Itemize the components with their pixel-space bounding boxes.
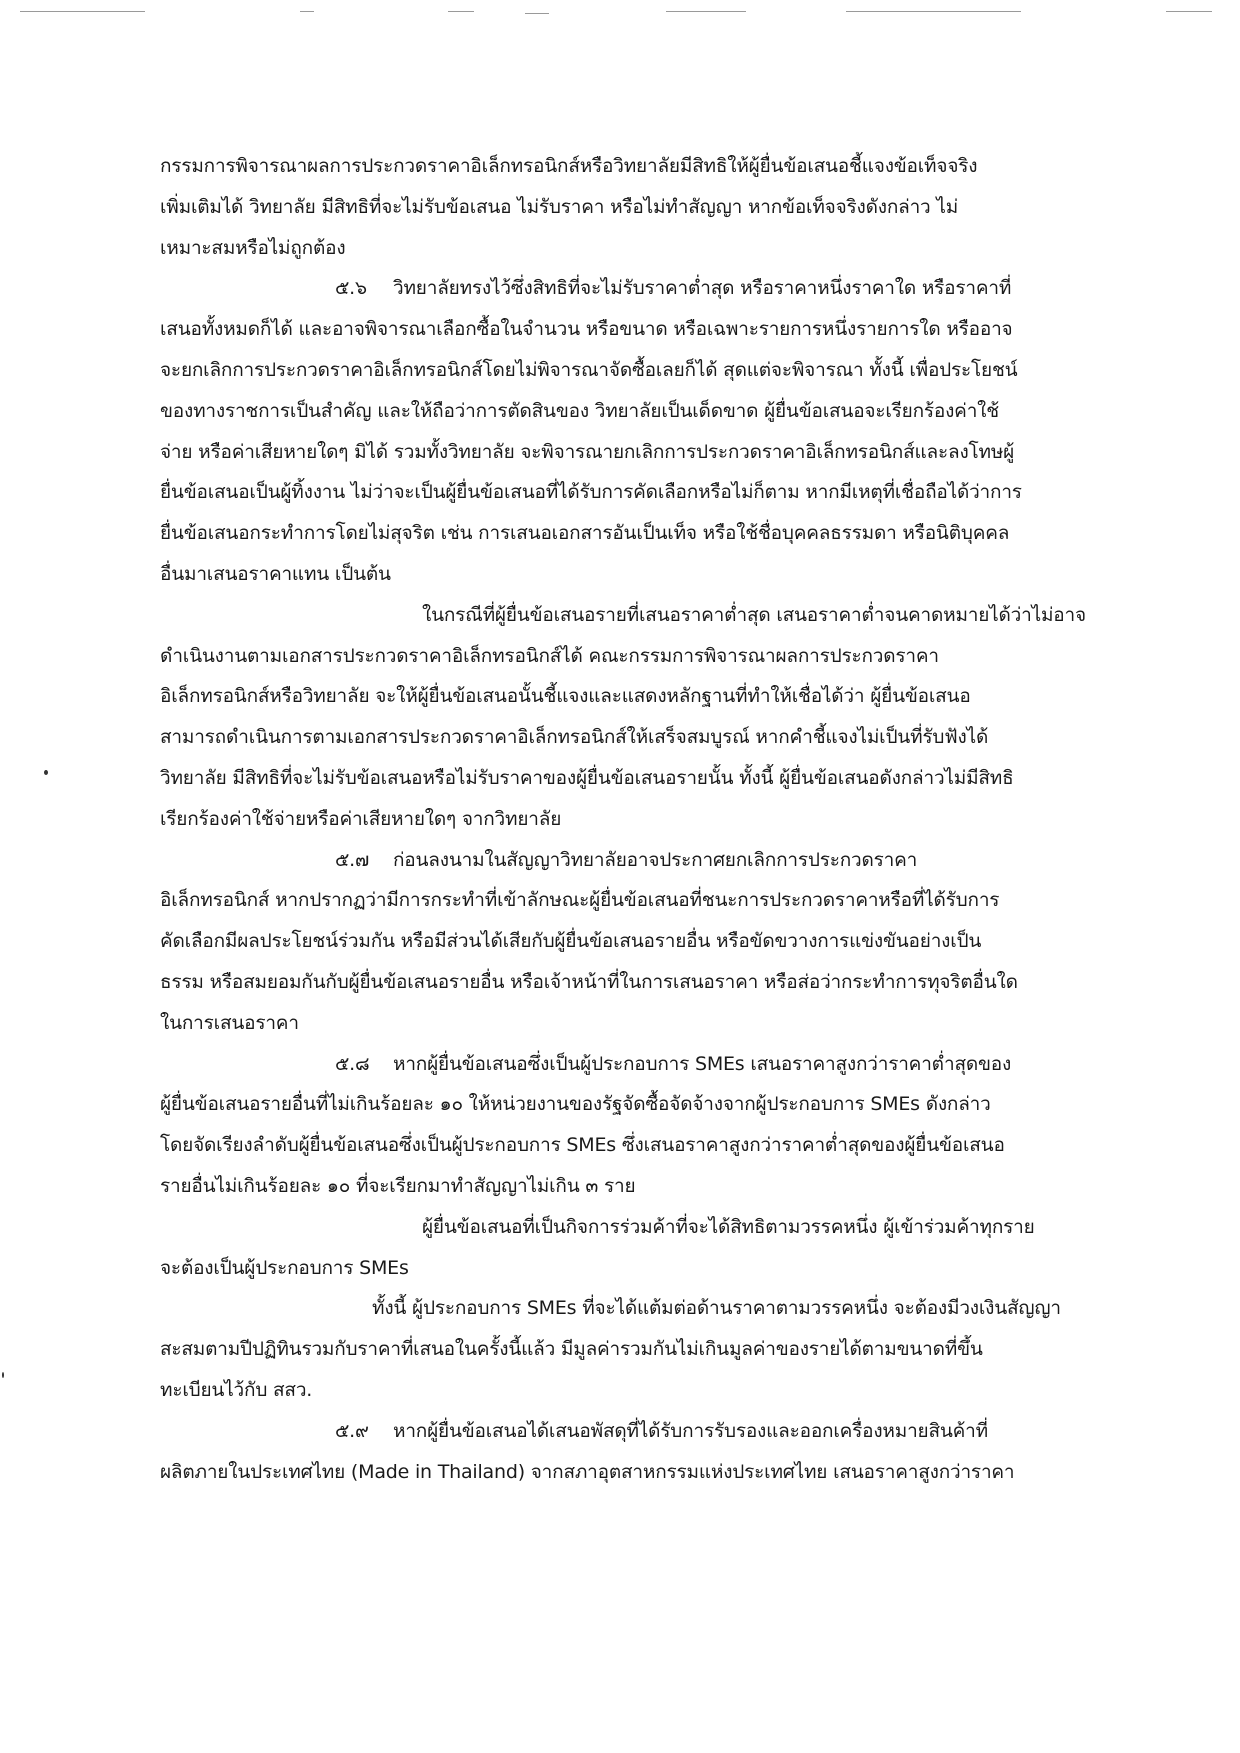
text-line: ธรรม หรือสมยอมกันกับผู้ยื่นข้อเสนอรายอื่น หรือเจ้าหน้าที่ในการเสนอราคา หรือส่อว่ากระทำการทุจริตอื่นใด — [160, 970, 1018, 993]
text-line: คัดเลือกมีผลประโยชน์ร่วมกัน หรือมีส่วนได้เสียกับผู้ยื่นข้อเสนอรายอื่น หรือขัดขวางการแข่งขันอย่างเป็น — [160, 930, 982, 953]
text-line: ก่อนลงนามในสัญญาวิทยาลัยอาจประกาศยกเลิกการประกวดราคา — [393, 848, 918, 871]
text-line: ยื่นข้อเสนอกระทำการโดยไม่สุจริต เช่น การเสนอเอกสารอันเป็นเท็จ หรือใช้ชื่อบุคคลธรรมดา หรือนิติบุคคล — [160, 522, 1010, 545]
scan-artifact-line — [448, 11, 474, 12]
scan-speck — [2, 1372, 4, 1378]
text-line: ทั้งนี้ ผู้ประกอบการ SMEs ที่จะได้แต้มต่อด้านราคาตามวรรคหนึ่ง จะต้องมีวงเงินสัญญา — [372, 1297, 1061, 1320]
clause-5-9-first-line — [160, 1411, 1060, 1452]
text-line: วิทยาลัย มีสิทธิที่จะไม่รับข้อเสนอหรือไม่รับราคาของผู้ยื่นข้อเสนอรายนั้น ทั้งนี้ ผู้ยื่นข้อเสนอดังกล่าวไม่มีสิทธิ — [160, 766, 1014, 789]
text-line: ในกรณีที่ผู้ยื่นข้อเสนอรายที่เสนอราคาต่ำสุด เสนอราคาต่ำจนคาดหมายได้ว่าไม่อาจ — [422, 603, 1086, 626]
clause-number: ๕.๗ — [335, 848, 370, 871]
scan-artifact-line — [525, 13, 549, 14]
clause-number: ๕.๘ — [335, 1052, 370, 1075]
text-line: หากผู้ยื่นข้อเสนอได้เสนอพัสดุที่ได้รับการรับรองและออกเครื่องหมายสินค้าที่ — [393, 1419, 988, 1442]
text-line: สามารถดำเนินการตามเอกสารประกวดราคาอิเล็กทรอนิกส์ให้เสร็จสมบูรณ์ หากคำชี้แจงไม่เป็นที่รับฟังได้ — [160, 726, 989, 749]
text-line: อิเล็กทรอนิกส์หรือวิทยาลัย จะให้ผู้ยื่นข้อเสนอนั้นชี้แจงและแสดงหลักฐานที่ทำให้เชื่อได้ว่า ผู้ยื่นข้อเสนอ — [160, 685, 971, 708]
clause-number: ๕.๖ — [335, 277, 367, 300]
text-line: เสนอทั้งหมดก็ได้ และอาจพิจารณาเลือกซื้อในจำนวน หรือขนาด หรือเฉพาะรายการหนึ่งรายการใด หรืออาจ — [160, 318, 1013, 341]
text-line: ผู้ยื่นข้อเสนอที่เป็นกิจการร่วมค้าที่จะได้สิทธิตามวรรคหนึ่ง ผู้เข้าร่วมค้าทุกราย — [422, 1215, 1035, 1238]
text-line: ยื่นข้อเสนอเป็นผู้ทิ้งงาน ไม่ว่าจะเป็นผู้ยื่นข้อเสนอที่ได้รับการคัดเลือกหรือไม่ก็ตาม หากมีเหตุที่เชื่อถือได้ว่าการ — [160, 481, 1022, 504]
text-line: อื่นมาเสนอราคาแทน เป็นต้น — [160, 562, 391, 585]
scan-artifact-line — [300, 11, 314, 12]
text-line: โดยจัดเรียงลำดับผู้ยื่นข้อเสนอซึ่งเป็นผู้ประกอบการ SMEs ซึ่งเสนอราคาสูงกว่าราคาต่ำสุดของผู้ยื่นข้อเสนอ — [160, 1134, 1005, 1157]
text-line: เรียกร้องค่าใช้จ่ายหรือค่าเสียหายใดๆ จากวิทยาลัย — [160, 807, 562, 830]
text-line: หากผู้ยื่นข้อเสนอซึ่งเป็นผู้ประกอบการ SMEs เสนอราคาสูงกว่าราคาต่ำสุดของ — [393, 1052, 1012, 1075]
clause-5-6-first-line — [160, 268, 1060, 309]
text-line: เหมาะสมหรือไม่ถูกต้อง — [160, 236, 346, 259]
text-line: ของทางราชการเป็นสำคัญ และให้ถือว่าการตัดสินของ วิทยาลัยเป็นเด็ดขาด ผู้ยื่นข้อเสนอจะเรียกร้องค่าใช้ — [160, 399, 999, 422]
scan-artifact-line — [666, 11, 746, 12]
scan-artifact-line — [846, 11, 1021, 12]
text-line: วิทยาลัยทรงไว้ซึ่งสิทธิที่จะไม่รับราคาต่ำสุด หรือราคาหนึ่งราคาใด หรือราคาที่ — [393, 277, 1012, 300]
text-line: จ่าย หรือค่าเสียหายใดๆ มิได้ รวมทั้งวิทยาลัย จะพิจารณายกเลิกการประกวดราคาอิเล็กทรอนิกส์และลงโทษผู้ — [160, 440, 1015, 463]
text-line: จะต้องเป็นผู้ประกอบการ SMEs — [160, 1256, 409, 1279]
document-body — [160, 146, 1086, 1492]
text-line: รายอื่นไม่เกินร้อยละ ๑๐ ที่จะเรียกมาทำสัญญาไม่เกิน ๓ ราย — [160, 1174, 636, 1197]
text-line: สะสมตามปีปฏิทินรวมกับราคาที่เสนอในครั้งนี้แล้ว มีมูลค่ารวมกันไม่เกินมูลค่าของรายได้ตามขนาดที่ขึ้น — [160, 1338, 983, 1361]
text-line: เพิ่มเติมได้ วิทยาลัย มีสิทธิที่จะไม่รับข้อเสนอ ไม่รับราคา หรือไม่ทำสัญญา หากข้อเท็จจริงดังกล่าว ไม่ — [160, 195, 959, 218]
text-line: จะยกเลิกการประกวดราคาอิเล็กทรอนิกส์โดยไม่พิจารณาจัดซื้อเลยก็ได้ สุดแต่จะพิจารณา ทั้งนี้ เพื่อประโยชน์ — [160, 358, 1018, 381]
text-line: ผู้ยื่นข้อเสนอรายอื่นที่ไม่เกินร้อยละ ๑๐ ให้หน่วยงานของรัฐจัดซื้อจัดจ้างจากผู้ประกอบการ SMEs ดังกล่าว — [160, 1093, 991, 1116]
clause-5-8-first-line — [160, 1044, 1060, 1085]
scan-artifact-line — [1166, 11, 1212, 12]
text-line: ดำเนินงานตามเอกสารประกวดราคาอิเล็กทรอนิกส์ได้ คณะกรรมการพิจารณาผลการประกวดราคา — [160, 644, 939, 667]
text-line: ในการเสนอราคา — [160, 1011, 299, 1034]
text-line: กรรมการพิจารณาผลการประกวดราคาอิเล็กทรอนิกส์หรือวิทยาลัยมีสิทธิให้ผู้ยื่นข้อเสนอชี้แจงข้อเท็จจริง — [160, 155, 978, 177]
scan-artifact-line — [20, 11, 145, 12]
text-line: อิเล็กทรอนิกส์ หากปรากฏว่ามีการกระทำที่เข้าลักษณะผู้ยื่นข้อเสนอที่ชนะการประกวดราคาหรือที่ได้รับการ — [160, 889, 1000, 912]
text-line: ทะเบียนไว้กับ สสว. — [160, 1378, 313, 1401]
clause-number: ๕.๙ — [335, 1419, 369, 1442]
text-line: ผลิตภายในประเทศไทย (Made in Thailand) จากสภาอุตสาหกรรมแห่งประเทศไทย เสนอราคาสูงกว่าราคา — [160, 1460, 1015, 1483]
scan-speck — [44, 770, 48, 775]
clause-5-7-first-line — [160, 840, 1060, 881]
